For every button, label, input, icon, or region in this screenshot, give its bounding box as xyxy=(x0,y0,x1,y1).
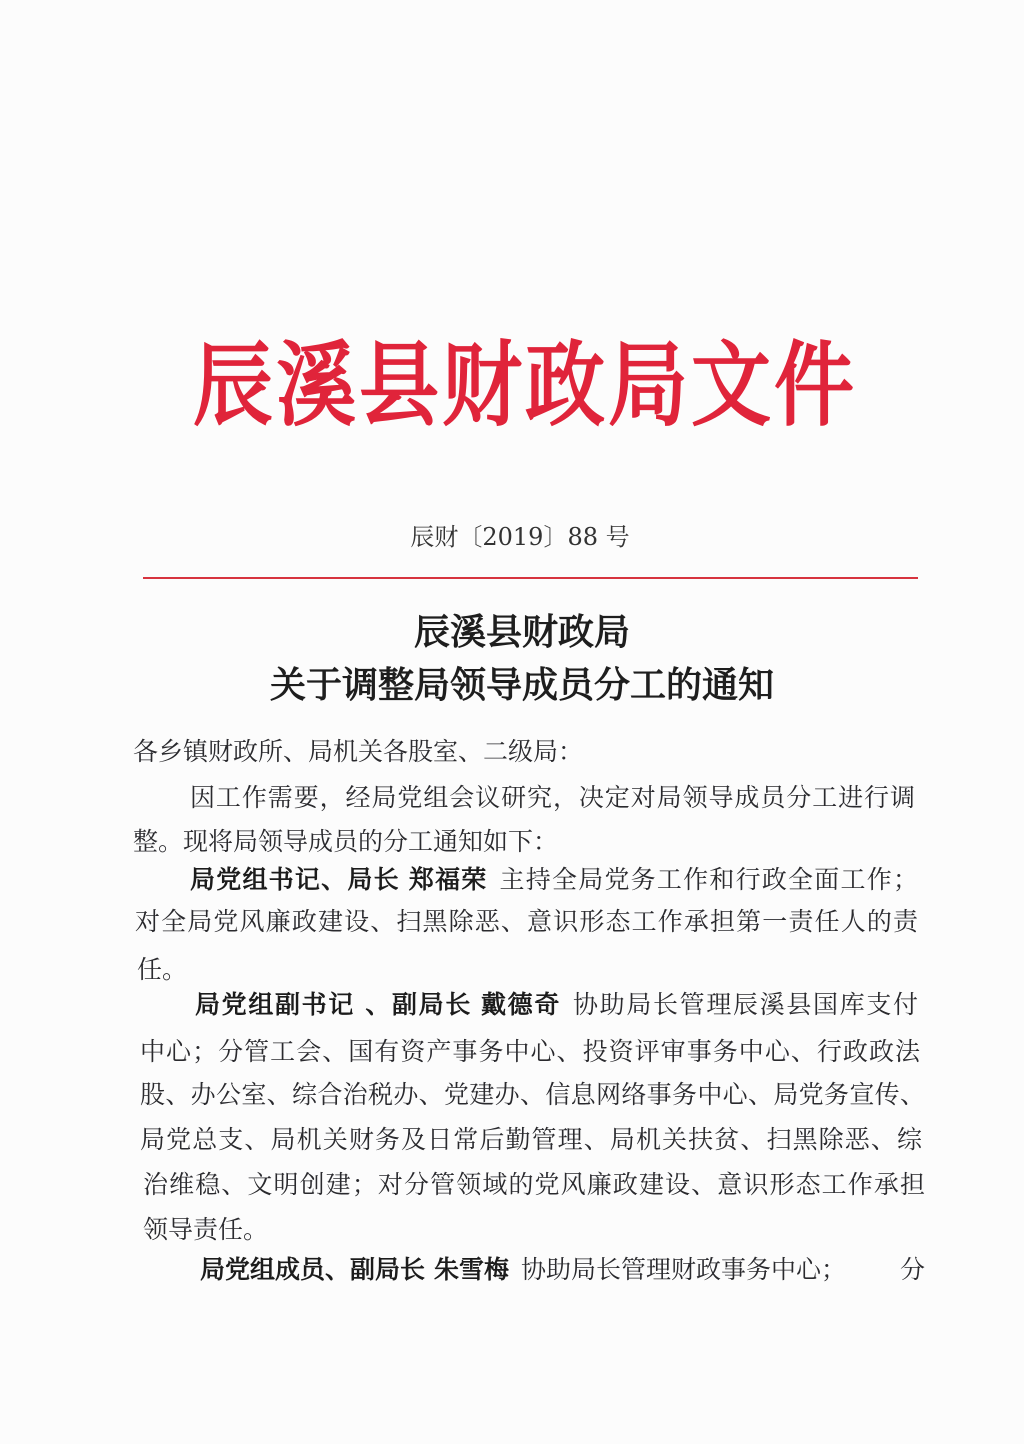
leader-name: 朱雪梅 xyxy=(434,1255,510,1284)
duty-text-continued: 分 xyxy=(899,1255,925,1284)
leader-role: 局党组副书记 、副局长 xyxy=(195,990,473,1019)
notice-title-line1: 辰溪县财政局 xyxy=(413,611,630,653)
intro-line: 整。现将局领导成员的分工通知如下： xyxy=(133,827,559,856)
duty-line: 股、办公室、综合治税办、党建办、信息网络事务中心、局党务宣传、 xyxy=(140,1080,925,1109)
duty-text: 主持全局党务工作和行政全面工作； xyxy=(499,865,918,894)
duty-line: 对全局党风廉政建设、扫黑除恶、意识形态工作承担第一责任人的责 xyxy=(135,907,918,936)
notice-title-line2: 关于调整局领导成员分工的通知 xyxy=(269,664,774,706)
duty-line: 治维稳、文明创建；对分管领域的党风廉政建设、意识形态工作承担 xyxy=(143,1170,925,1199)
document-header-title: 辰溪县财政局文件 xyxy=(193,330,857,440)
duty-text: 协助局长管理辰溪县国库支付 xyxy=(573,990,918,1019)
leader-name: 郑福荣 xyxy=(408,865,488,894)
red-separator-line xyxy=(143,577,918,579)
duty-line: 局党总支、局机关财务及日常后勤管理、局机关扶贫、扫黑除恶、综 xyxy=(140,1125,922,1154)
salutation: 各乡镇财政所、局机关各股室、二级局： xyxy=(133,737,584,766)
duty-line: 领导责任。 xyxy=(143,1215,269,1244)
duty-text: 协助局长管理财政事务中心； xyxy=(521,1255,847,1284)
leader-role: 局党组成员、副局长 xyxy=(200,1255,426,1284)
assignment-first-line xyxy=(200,1253,925,1287)
assignment-first-line xyxy=(195,988,918,1022)
assignment-first-line xyxy=(190,863,918,897)
leader-name: 戴德奇 xyxy=(481,990,562,1019)
document-number: 辰财〔2019〕88 号 xyxy=(410,523,630,551)
assignment-lead-group xyxy=(200,1253,846,1287)
leader-role: 局党组书记、局长 xyxy=(190,865,400,894)
duty-line: 任。 xyxy=(137,955,188,984)
duty-line: 中心；分管工会、国有资产事务中心、投资评审事务中心、行政政法 xyxy=(140,1037,920,1066)
intro-line: 因工作需要，经局党组会议研究，决定对局领导成员分工进行调 xyxy=(190,783,915,812)
